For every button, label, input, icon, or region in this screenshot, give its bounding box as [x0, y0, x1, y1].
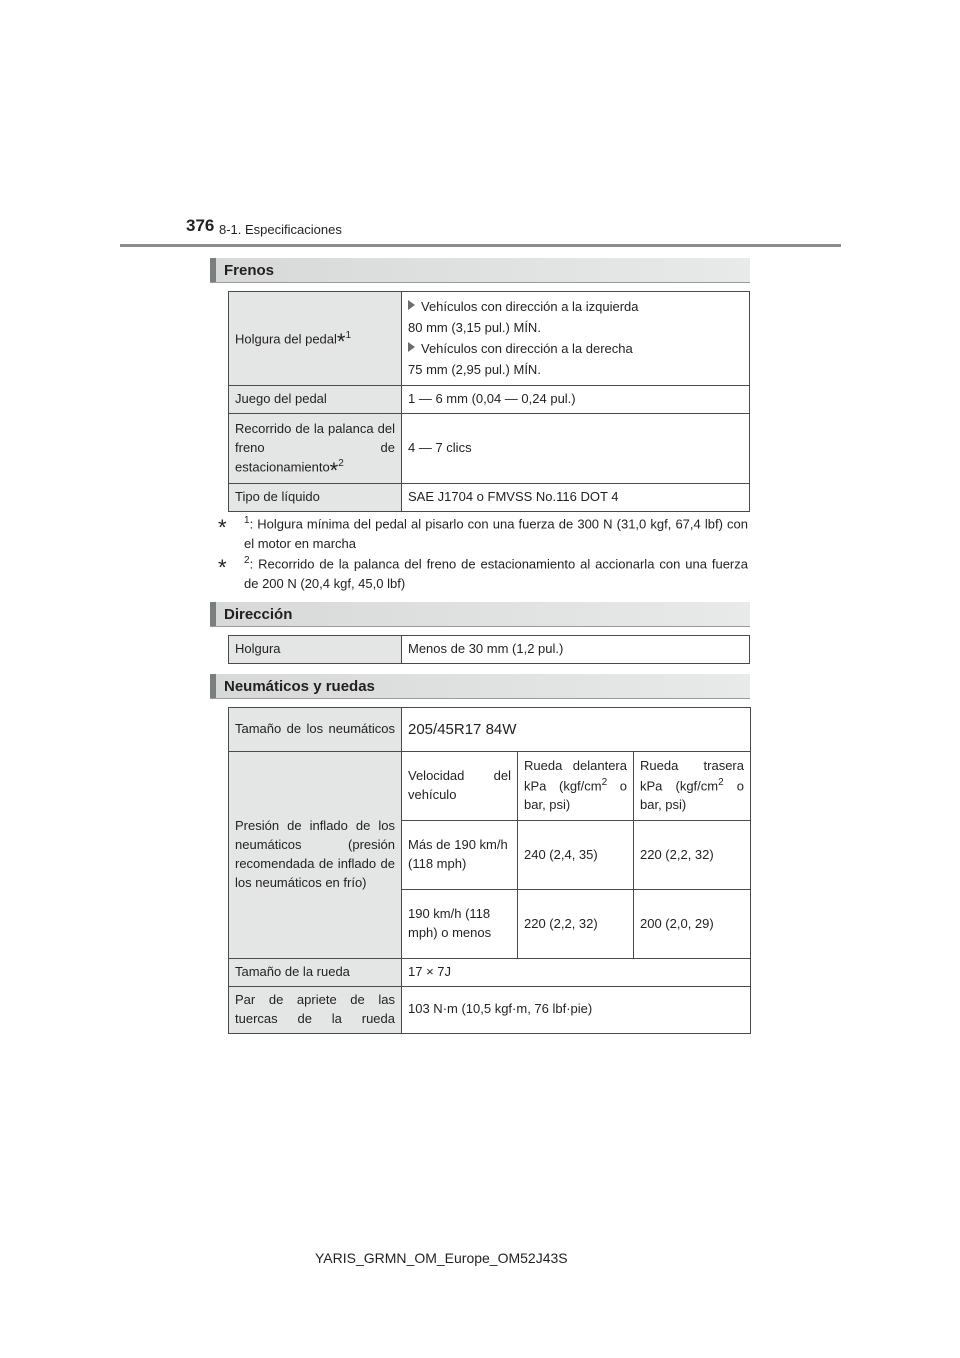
heading-bar [210, 674, 216, 698]
table-row [229, 636, 750, 664]
document-code: YARIS_GRMN_OM_Europe_OM52J43S [315, 1250, 568, 1266]
exponent: 2 [601, 776, 608, 788]
table-row [229, 386, 750, 414]
footnote-body [218, 553, 748, 593]
section-heading-neumaticos [210, 674, 750, 699]
footnote-ref: 2 [338, 458, 344, 470]
row-label: Holgura [229, 636, 402, 664]
footnote-1 [218, 513, 748, 553]
footnote-star: * [218, 555, 227, 580]
header-text: o bar, psi) [524, 778, 627, 813]
brakes-table [228, 291, 750, 512]
row-value: Menos de 30 mm (1,2 pul.) [402, 636, 750, 664]
row-value: 1 — 6 mm (0,04 — 0,24 pul.) [402, 386, 750, 414]
label-text: Holgura del pedal [235, 330, 337, 346]
column-header [634, 752, 751, 821]
lhd-line [408, 298, 743, 317]
row-label: Tamaño de la rueda [229, 959, 402, 987]
lhd-label: Vehículos con dirección a la izquierda [421, 299, 639, 314]
heading-bar [210, 258, 216, 282]
header-text: Rueda trasera kPa (kgf/cm [640, 758, 744, 794]
section-title: Neumáticos y ruedas [224, 678, 375, 695]
footnote-text: : Recorrido de la palanca del freno de estacionamiento al accionarla con una fuerza de 200 N (20,4 kgf, 45,0 lbf) [244, 556, 748, 591]
table-row [229, 414, 750, 484]
arrow-icon [408, 342, 415, 352]
page-number: 376 [186, 216, 215, 235]
row-label: Par de apriete de las tuercas de la rueda [229, 986, 402, 1033]
front-pressure-cell: 240 (2,4, 35) [518, 821, 634, 890]
tires-table [228, 707, 751, 1034]
row-label: Presión de inflado de los neumáticos (presión recomendada de inflado de los neumáticos en frío) [229, 752, 402, 959]
table-row [229, 292, 750, 386]
speed-cell: 190 km/h (118 mph) o menos [402, 890, 518, 959]
row-label [229, 292, 402, 386]
footnote-star: * [218, 515, 227, 540]
footnote-2 [218, 553, 748, 593]
row-label: Tipo de líquido [229, 484, 402, 512]
table-row [229, 484, 750, 512]
table-row [229, 708, 751, 752]
footnote-ref: 1 [244, 515, 250, 526]
label-text: Recorrido de la palanca del freno de estacionamiento [235, 420, 395, 475]
footnote-star: * [336, 328, 346, 354]
row-label [229, 414, 402, 484]
section-heading-frenos [210, 258, 750, 283]
column-header: Velocidad del vehículo [402, 752, 518, 821]
row-value: 4 — 7 clics [402, 414, 750, 484]
table-row [229, 959, 751, 987]
rhd-line [408, 340, 743, 359]
rear-pressure-cell: 220 (2,2, 32) [634, 821, 751, 890]
row-value: 103 N·m (10,5 kgf·m, 76 lbf·pie) [402, 986, 751, 1033]
row-value: 205/45R17 84W [402, 708, 751, 752]
arrow-icon [408, 300, 415, 310]
front-pressure-cell: 220 (2,2, 32) [518, 890, 634, 959]
row-label: Tamaño de los neumáticos [229, 708, 402, 752]
row-value: SAE J1704 o FMVSS No.116 DOT 4 [402, 484, 750, 512]
row-label: Juego del pedal [229, 386, 402, 414]
speed-cell: Más de 190 km/h (118 mph) [402, 821, 518, 890]
steering-table [228, 635, 750, 664]
heading-bar [210, 602, 216, 626]
row-value [402, 292, 750, 386]
header-divider [120, 244, 841, 247]
column-header [518, 752, 634, 821]
header-text: Rueda delantera kPa (kgf/cm [524, 758, 627, 794]
footnote-star: * [329, 457, 339, 483]
section-title: Frenos [224, 262, 275, 279]
footnote-text: : Holgura mínima del pedal al pisarlo con una fuerza de 300 N (31,0 kgf, 67,4 lbf) con el motor en marcha [244, 516, 748, 551]
exponent: 2 [718, 776, 724, 788]
rhd-label: Vehículos con dirección a la derecha [421, 340, 633, 356]
section-title: Dirección [224, 606, 293, 623]
rhd-value: 75 mm (2,95 pul.) MÍN. [408, 361, 541, 377]
footnote-ref: 1 [345, 329, 352, 341]
footnote-body [218, 513, 748, 553]
footnote-ref: 2 [244, 555, 250, 566]
rear-pressure-cell: 200 (2,0, 29) [634, 890, 751, 959]
table-row [229, 986, 751, 1033]
table-row [229, 752, 751, 821]
row-value: 17 × 7J [402, 959, 751, 987]
header-text: o bar, psi) [640, 778, 744, 813]
section-path: 8-1. Especificaciones [219, 222, 342, 237]
section-heading-direccion [210, 602, 750, 627]
lhd-value: 80 mm (3,15 pul.) MÍN. [408, 319, 541, 335]
